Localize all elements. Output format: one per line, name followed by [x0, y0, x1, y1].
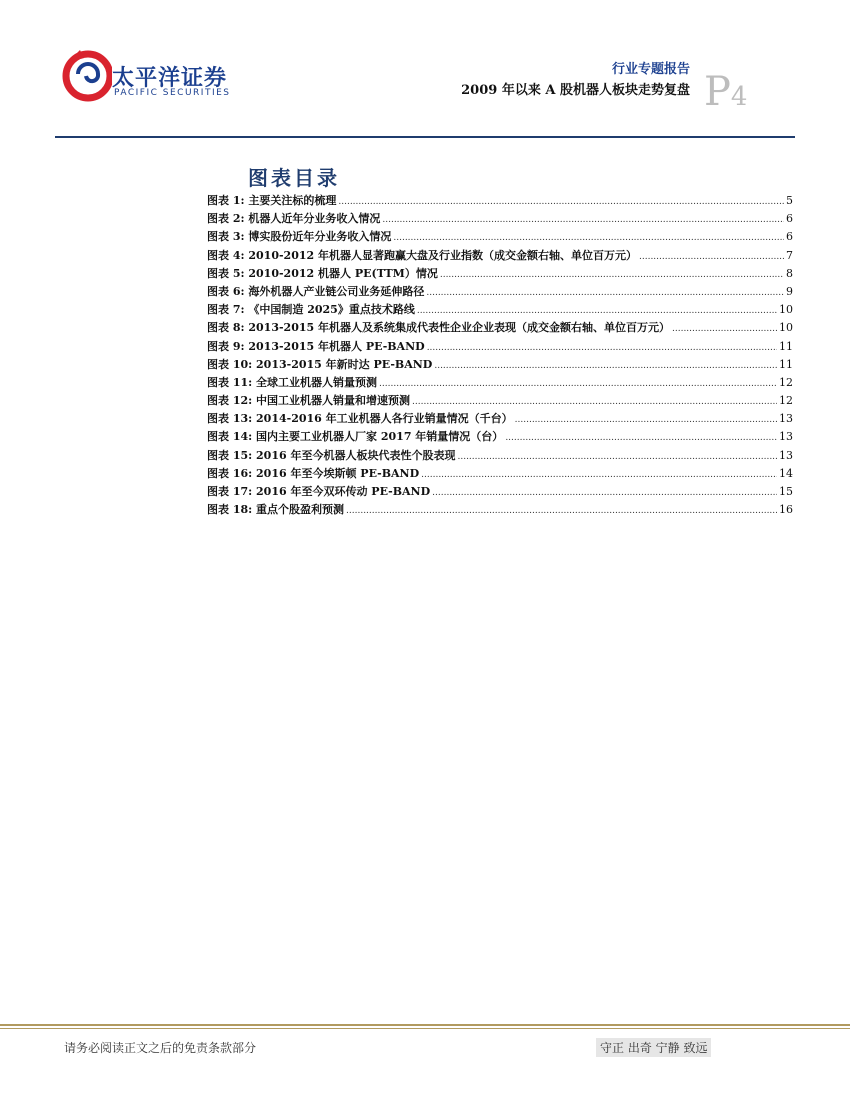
toc-leader-dots [515, 411, 777, 429]
toc-item-label: 图表 9: 2013-2015 年机器人 PE-BAND [207, 339, 425, 353]
toc-leader-dots [379, 375, 777, 393]
toc-item-label: 图表 16: 2016 年至今埃斯顿 PE-BAND [207, 466, 420, 480]
toc-item-page: 10 [779, 321, 793, 335]
company-logo [60, 44, 260, 114]
toc-item[interactable] [207, 210, 793, 228]
toc-item-label: 图表 8: 2013-2015 年机器人及系统集成代表性企业企业表现（成交金额右轴、单位百万元） [207, 321, 670, 335]
toc-item-label: 图表 4: 2010-2012 年机器人显著跑赢大盘及行业指数（成交金额右轴、单位百万元） [207, 248, 637, 262]
toc-item-page: 12 [779, 375, 793, 389]
toc-item[interactable] [207, 428, 793, 446]
toc-item-page: 6 [786, 230, 793, 244]
report-type: 行业专题报告 [611, 62, 690, 77]
footer-divider [0, 1024, 850, 1026]
toc-leader-dots [457, 448, 777, 466]
toc-item[interactable] [207, 283, 793, 301]
logo-text-cn: 太平洋证券 [112, 66, 228, 91]
logo-mark-icon [60, 44, 112, 104]
toc-item[interactable] [207, 483, 793, 501]
toc-leader-dots [672, 320, 777, 338]
toc-item-label: 图表 10: 2013-2015 年新时达 PE-BAND [207, 357, 433, 371]
toc-item-label: 图表 13: 2014-2016 年工业机器人各行业销量情况（千台） [207, 412, 513, 426]
toc-item-label: 图表 3: 博实股份近年分业务收入情况 [207, 230, 392, 244]
toc-item[interactable] [207, 356, 793, 374]
toc-item-label: 图表 11: 全球工业机器人销量预测 [207, 375, 378, 389]
toc-item-page: 13 [779, 412, 793, 426]
toc-item-page: 7 [786, 248, 793, 262]
toc-item[interactable] [207, 447, 793, 465]
toc-item-page: 9 [786, 284, 793, 298]
toc-item[interactable] [207, 465, 793, 483]
toc-leader-dots [346, 502, 777, 520]
toc-item-label: 图表 7: 《中国制造 2025》重点技术路线 [207, 303, 415, 317]
toc-leader-dots [505, 429, 777, 447]
toc-leader-dots [417, 302, 777, 320]
toc-list [207, 192, 793, 519]
toc-item-label: 图表 17: 2016 年至今双环传动 PE-BAND [207, 485, 431, 498]
toc-item-label: 图表 12: 中国工业机器人销量和增速预测 [207, 394, 411, 408]
page-number-value: 4 [730, 82, 748, 112]
toc-leader-dots [382, 211, 784, 229]
toc-leader-dots [393, 229, 784, 247]
toc-leader-dots [639, 248, 784, 266]
toc-item-label: 图表 18: 重点个股盈利预测 [207, 503, 345, 517]
report-title: 2009 年以来 A 股机器人板块走势复盘 [461, 83, 690, 98]
toc-item-label: 图表 1: 主要关注标的梳理 [207, 194, 337, 207]
footer-divider-thin [0, 1028, 850, 1029]
toc-leader-dots [427, 339, 777, 357]
toc-leader-dots [440, 266, 784, 284]
toc-item-page: 8 [786, 266, 793, 280]
toc-item[interactable] [207, 192, 793, 210]
toc-item[interactable] [207, 392, 793, 410]
header-divider [55, 136, 795, 138]
toc-item-page: 10 [779, 303, 793, 317]
toc-title: 图表目录 [248, 166, 340, 190]
toc-leader-dots [426, 284, 784, 302]
footer-disclaimer: 请务必阅读正文之后的免责条款部分 [64, 1041, 257, 1055]
toc-leader-dots [412, 393, 777, 411]
toc-item-page: 12 [779, 394, 793, 408]
toc-leader-dots [421, 466, 777, 484]
toc-item-page: 5 [786, 194, 793, 207]
toc-item-page: 13 [779, 430, 793, 444]
page-number [704, 69, 748, 117]
toc-item-page: 11 [779, 339, 793, 353]
page-letter: P [704, 69, 731, 115]
toc-item[interactable] [207, 338, 793, 356]
toc-item-label: 图表 5: 2010-2012 机器人 PE(TTM）情况 [207, 266, 438, 280]
toc-item-label: 图表 2: 机器人近年分业务收入情况 [207, 212, 381, 226]
logo-text-en: PACIFIC SECURITIES [114, 88, 231, 98]
toc-item-page: 14 [779, 466, 793, 480]
toc-leader-dots [434, 357, 777, 375]
toc-item[interactable] [207, 410, 793, 428]
toc-item-page: 6 [786, 212, 793, 226]
toc-leader-dots [432, 484, 777, 502]
toc-item-page: 16 [779, 503, 793, 517]
toc-item-label: 图表 15: 2016 年至今机器人板块代表性个股表现 [207, 448, 456, 462]
toc-item[interactable] [207, 301, 793, 319]
toc-item[interactable] [207, 247, 793, 265]
toc-item[interactable] [207, 374, 793, 392]
toc-item-page: 15 [779, 485, 793, 498]
toc-item-label: 图表 14: 国内主要工业机器人厂家 2017 年销量情况（台） [207, 430, 504, 444]
toc-item[interactable] [207, 265, 793, 283]
toc-item[interactable] [207, 228, 793, 246]
toc-item-page: 13 [779, 448, 793, 462]
toc-item[interactable] [207, 319, 793, 337]
toc-item-label: 图表 6: 海外机器人产业链公司业务延伸路径 [207, 284, 425, 298]
footer-motto: 守正 出奇 宁静 致远 [596, 1038, 711, 1057]
toc-leader-dots [338, 193, 784, 211]
toc-item-page: 11 [779, 357, 793, 371]
toc-item[interactable] [207, 501, 793, 519]
